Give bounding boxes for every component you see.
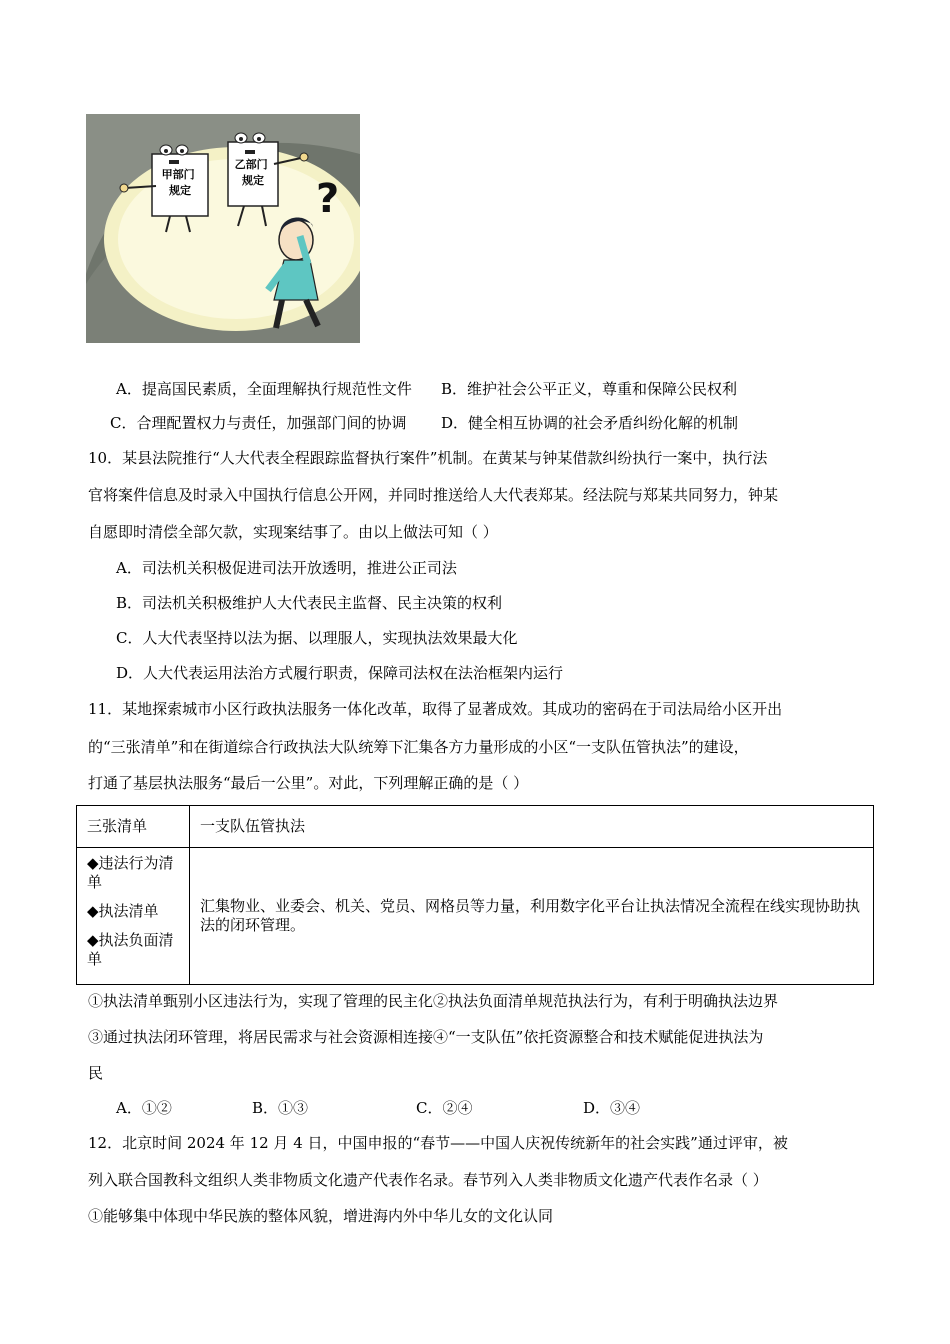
cartoon-figure: [86, 114, 360, 343]
q12-statement-line: ①能够集中体现中华民族的整体风貌，增进海内外中华儿女的文化认同: [88, 1207, 554, 1225]
q11-statement-line: ③通过执法闭环管理，将居民需求与社会资源相连接④“一支队伍”依托资源整合和技术赋能促进执法为: [88, 1028, 764, 1046]
left-doc-line2: 规定: [169, 184, 191, 197]
table-list-cell: [77, 848, 190, 985]
right-doc-line1: 乙部门: [234, 158, 268, 171]
q11-stem-line: 的“三张清单”和在街道综合行政执法大队统筹下汇集各方力量形成的小区“一支队伍管执法”的建设，: [88, 738, 749, 756]
list-item: ◆执法清单: [87, 902, 159, 920]
q11-option-a: A．①②: [116, 1099, 172, 1117]
q9-option-d: D．健全相互协调的社会矛盾纠纷化解的机制: [441, 414, 739, 432]
q10-option-c: C．人大代表坚持以法为据、以理服人，实现执法效果最大化: [116, 629, 518, 647]
q10-stem-line: 10．某县法院推行“人大代表全程跟踪监督执行案件”机制。在黄某与钟某借款纠纷执行一案中，执行法: [88, 449, 768, 467]
table-header-cell: 一支队伍管执法: [190, 806, 874, 848]
q11-option-c: C．②④: [416, 1099, 473, 1117]
question-mark-icon: ?: [316, 176, 340, 222]
q11-stem-line: 打通了基层执法服务“最后一公里”。对此，下列理解正确的是（ ）: [88, 774, 529, 792]
q10-stem-line: 自愿即时清偿全部欠款，实现案结事了。由以上做法可知（ ）: [88, 523, 498, 541]
list-item: ◆违法行为清单: [87, 854, 174, 891]
q11-statement-line: ①执法清单甄别小区违法行为，实现了管理的民主化②执法负面清单规范执法行为，有利于明确执法边界: [88, 992, 779, 1010]
q12-stem-line: 列入联合国教科文组织人类非物质文化遗产代表作名录。春节列入人类非物质文化遗产代表作名录（ ）: [88, 1171, 768, 1189]
right-doc-line2: 规定: [242, 174, 264, 187]
q10-stem-line: 官将案件信息及时录入中国执行信息公开网，并同时推送给人大代表郑某。经法院与郑某共同努力，钟某: [88, 486, 779, 504]
list-item: ◆执法负面清单: [87, 931, 174, 968]
q11-stem-line: 11．某地探索城市小区行政执法服务一体化改革，取得了显著成效。其成功的密码在于司法局给小区开出: [88, 700, 783, 718]
q9-option-c: C．合理配置权力与责任，加强部门间的协调: [110, 414, 407, 432]
q10-option-d: D．人大代表运用法治方式履行职责，保障司法权在法治框架内运行: [116, 664, 564, 682]
q10-option-b: B．司法机关积极维护人大代表民主监督、民主决策的权利: [116, 594, 503, 612]
left-doc-line1: 甲部门: [161, 168, 195, 181]
table-header-cell: 三张清单: [77, 806, 190, 848]
q10-option-a: A．司法机关积极促进司法开放透明，推进公正司法: [116, 559, 457, 577]
q11-statement-line: 民: [88, 1064, 104, 1082]
q11-option-b: B．①③: [252, 1099, 309, 1117]
q9-option-b: B．维护社会公平正义，尊重和保障公民权利: [441, 380, 738, 398]
table-description-cell: 汇集物业、业委会、机关、党员、网格员等力量，利用数字化平台让执法情况全流程在线实现协助执法的闭环管理。: [190, 848, 874, 985]
q9-option-a: A．提高国民素质，全面理解执行规范性文件: [116, 380, 412, 398]
q11-option-d: D．③④: [583, 1099, 641, 1117]
q12-stem-line: 12．北京时间 2024 年 12 月 4 日，中国申报的“春节——中国人庆祝传统新年的社会实践”通过评审，被: [88, 1134, 788, 1152]
q11-table: [76, 805, 874, 985]
